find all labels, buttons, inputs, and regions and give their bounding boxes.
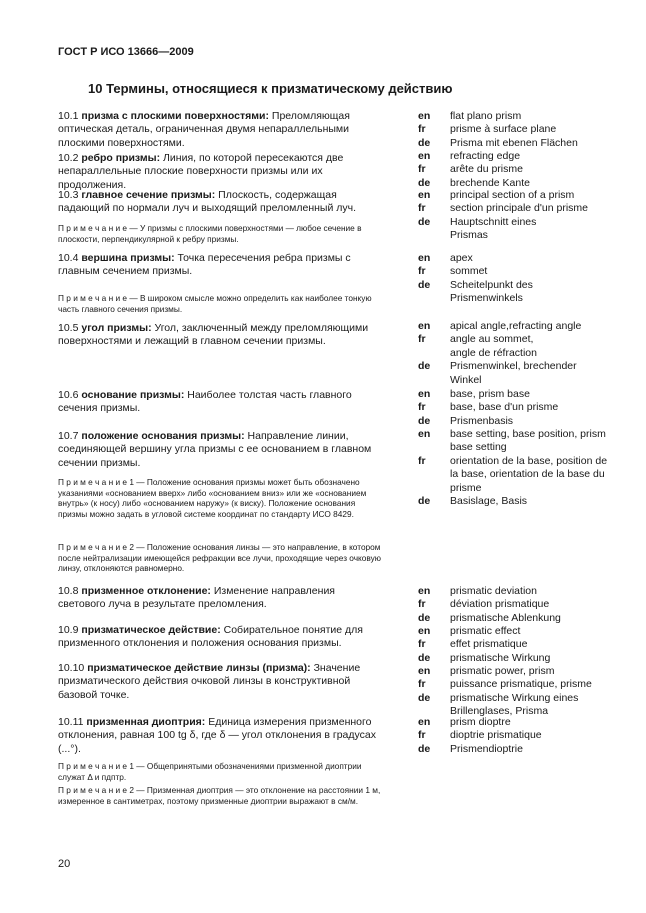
lang-code: en xyxy=(418,428,431,440)
lang-code: de xyxy=(418,611,431,624)
lang-code: en xyxy=(418,665,431,677)
lang-code: de xyxy=(418,136,431,149)
translation-term: Prismendioptrie xyxy=(450,742,523,755)
translation-term: Prisma mit ebenen Flächen xyxy=(450,136,578,149)
translation-term: puissance prismatique, prisme xyxy=(450,678,592,691)
note-10-11-1: П р и м е ч а н и е 1 — Общепринятыми обозначениями призменной диоптрии служат Δ и пдптр. xyxy=(58,761,362,782)
lang-code: de xyxy=(418,691,431,704)
translation-term: angle au sommet, angle de réfraction xyxy=(450,333,537,359)
running-header: ГОСТ Р ИСО 13666—2009 xyxy=(58,46,194,58)
lang-code: de xyxy=(418,278,431,291)
note-10-7-1: П р и м е ч а н и е 1 — Положение основания призмы может быть обозначено указаниями «основанием вверх» либо «основанием вниз» или же «основанием внутрь» (к носу) либо «основанием наружу» (к виску). Положение основания призмы можно задать в угловой системе координат по стандарту ИСО 8429. xyxy=(58,477,367,519)
lang-code: fr xyxy=(418,163,426,176)
entry-10-5: 10.5 угол призмы: Угол, заключенный между преломляющими поверхностями и лежащий в главном сечении призмы. xyxy=(58,322,369,348)
entry-10-11: 10.11 призменная диоптрия: Единица измерения призменного отклонения, равная 100 tg δ, где δ — угол отклонения в градусах (...°). xyxy=(58,716,376,755)
page-number: 20 xyxy=(58,858,71,870)
lang-code: en xyxy=(418,388,431,400)
translation-term: flat plano prism xyxy=(450,110,522,122)
translations-10-11 xyxy=(418,716,625,756)
translation-term: Scheitelpunkt des Prismenwinkels xyxy=(450,278,533,305)
lang-code: fr xyxy=(418,202,426,215)
lang-code: fr xyxy=(418,678,426,691)
translation-term: dioptrie prismatique xyxy=(450,729,542,742)
translations-10-3 xyxy=(418,189,625,243)
translation-term: Prismenwinkel, brechender Winkel xyxy=(450,360,577,386)
translation-term: apex xyxy=(450,252,473,264)
translation-term: refracting edge xyxy=(450,150,521,162)
entry-10-3: 10.3 главное сечение призмы: Плоскость, содержащая падающий по нормали луч и выходящий преломленный луч. xyxy=(58,189,357,215)
lang-code: en xyxy=(418,150,431,162)
translation-term: brechende Kante xyxy=(450,176,530,189)
translation-term: arête du prisme xyxy=(450,163,523,176)
lang-code: fr xyxy=(418,401,426,414)
lang-code: de xyxy=(418,176,431,189)
entry-10-10: 10.10 призматическое действие линзы (призма): Значение призматического действия очковой линзы в конструктивной базовой точке. xyxy=(58,662,361,701)
note-10-11-2: П р и м е ч а н и е 2 — Призменная диоптрия — это отклонение на расстоянии 1 м, измеренное в сантиметрах, поэтому призменные диоптрии выражают в см/м. xyxy=(58,785,381,806)
translation-term: base, base d'un prisme xyxy=(450,401,559,414)
translation-term: Hauptschnitt eines Prismas xyxy=(450,215,537,242)
translation-term: effet prismatique xyxy=(450,638,528,651)
lang-code: en xyxy=(418,189,431,201)
lang-code: fr xyxy=(418,638,426,651)
lang-code: en xyxy=(418,625,431,637)
lang-code: fr xyxy=(418,265,426,278)
lang-code: fr xyxy=(418,729,426,742)
translation-term: prismatische Wirkung xyxy=(450,651,551,664)
section-title: 10 Термины, относящиеся к призматическому действию xyxy=(88,81,453,96)
translation-term: prismatische Wirkung eines Brillenglases, Prisma xyxy=(450,691,579,718)
lang-code: fr xyxy=(418,333,426,346)
translation-term: section principale d'un prisme xyxy=(450,202,588,215)
translation-term: déviation prismatique xyxy=(450,598,550,611)
note-10-3: П р и м е ч а н и е — У призмы с плоскими поверхностями — любое сечение в плоскости, перпендикулярной к ребру призмы. xyxy=(58,223,362,244)
entry-10-7: 10.7 положение основания призмы: Направление линии, соединяющей вершину угла призмы с ее основанием в главном сечении призмы. xyxy=(58,430,372,469)
translations-10-9 xyxy=(418,625,625,665)
translation-term: base, prism base xyxy=(450,388,530,400)
entry-10-8: 10.8 призменное отклонение: Изменение направления светового луча в результате преломления. xyxy=(58,585,335,611)
lang-code: fr xyxy=(418,454,426,467)
translation-term: prismatische Ablenkung xyxy=(450,611,561,624)
translations-10-1 xyxy=(418,110,625,150)
translations-10-6 xyxy=(418,388,625,428)
lang-code: en xyxy=(418,320,431,332)
entry-10-9: 10.9 призматическое действие: Собирательное понятие для призменного отклонения и положения основания призмы. xyxy=(58,624,363,650)
translation-term: sommet xyxy=(450,265,488,278)
translation-term: apical angle,refracting angle xyxy=(450,320,582,332)
lang-code: de xyxy=(418,651,431,664)
translations-10-4 xyxy=(418,252,625,306)
lang-code: en xyxy=(418,585,431,597)
note-10-7-2: П р и м е ч а н и е 2 — Положение основания линзы — это направление, в котором после нейтрализации имеющейся рефракции все лучи, проходящие через очковую линзу, отклоняются равномерно. xyxy=(58,542,381,574)
translation-term: prisme à surface plane xyxy=(450,123,557,136)
translation-term: prismatic effect xyxy=(450,625,521,637)
lang-code: de xyxy=(418,742,431,755)
translations-10-7 xyxy=(418,428,625,508)
entry-10-1: 10.1 призма с плоскими поверхностями: Преломляющая оптическая деталь, ограниченная двумя непараллельными плоскими поверхностями. xyxy=(58,110,350,149)
lang-code: fr xyxy=(418,123,426,136)
translation-term: principal section of a prism xyxy=(450,189,575,201)
translations-10-5 xyxy=(418,320,625,387)
translations-10-10 xyxy=(418,665,625,719)
translation-term: orientation de la base, position de la base, orientation de la base du prisme xyxy=(450,454,608,494)
entry-10-6: 10.6 основание призмы: Наиболее толстая часть главного сечения призмы. xyxy=(58,389,352,415)
lang-code: en xyxy=(418,252,431,264)
translation-term: prismatic deviation xyxy=(450,585,537,597)
translation-term: Prismenbasis xyxy=(450,414,514,427)
lang-code: de xyxy=(418,360,431,373)
lang-code: de xyxy=(418,495,431,508)
entry-10-2: 10.2 ребро призмы: Линия, по которой пересекаются две непараллельные плоские поверхности призмы или их продолжения. xyxy=(58,152,344,191)
translation-term: base setting, base position, prism base setting xyxy=(450,428,606,454)
translation-term: prismatic power, prism xyxy=(450,665,555,677)
translations-10-2 xyxy=(418,150,625,190)
translations-10-8 xyxy=(418,585,625,625)
translation-term: Basislage, Basis xyxy=(450,495,528,508)
lang-code: en xyxy=(418,716,431,728)
lang-code: en xyxy=(418,110,431,122)
note-10-4: П р и м е ч а н и е — В широком смысле можно определить как наиболее тонкую часть главного сечения призмы. xyxy=(58,293,372,314)
lang-code: de xyxy=(418,215,431,228)
lang-code: de xyxy=(418,414,431,427)
lang-code: fr xyxy=(418,598,426,611)
translation-term: prism dioptre xyxy=(450,716,511,728)
entry-10-4: 10.4 вершина призмы: Точка пересечения ребра призмы с главным сечением призмы. xyxy=(58,252,351,278)
